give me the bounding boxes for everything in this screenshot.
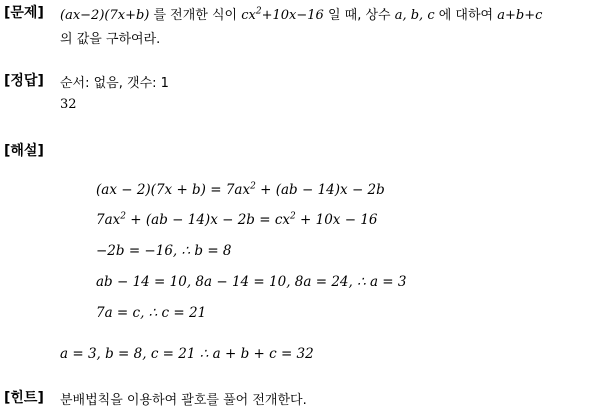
problem-polynomial: $cx^2+10x-16$ [241,6,324,23]
answer-value: 32 [60,97,77,112]
problem-text-1: 를 전개한 식이 [149,8,242,23]
problem-line-1 [60,4,542,23]
solution-equation-5: 7a = c, ∴ c = 21 [96,305,207,321]
hint-tag: [힌트] [4,390,44,406]
problem-expression: (ax−2)(7x+b) [60,8,150,23]
solution-equation-1: $(ax - 2)(7x + b) = 7ax^2 + (ab - 14)x - 2b$ [96,181,385,198]
answer-tag: [정답] [4,73,44,89]
hint-text: 분배법칙을 이용하여 괄호를 풀어 전개한다. [60,393,307,408]
problem-text-3: 에 대하여 [434,8,498,23]
problem-sum: a+b+c [497,8,543,23]
problem-text-2: 일 때, 상수 [323,8,395,23]
answer-line-1: 순서: 없음, 갯수: 1 [60,76,169,91]
solution-tag: [해설] [4,143,44,159]
solution-conclusion: a = 3, b = 8, c = 21 ∴ a + b + c = 32 [60,346,314,362]
solution-equation-4: ab − 14 = 10, 8a − 14 = 10, 8a = 24, ∴ a = 3 [96,274,407,290]
problem-constants: a, b, c [394,8,435,23]
solution-equation-3: −2b = −16, ∴ b = 8 [96,243,232,259]
solution-equation-2: $7ax^2 + (ab - 14)x - 2b = cx^2 + 10x - 16$ [96,211,378,228]
problem-tag: [문제] [4,5,44,21]
problem-line-2: 의 값을 구하여라. [60,32,161,47]
